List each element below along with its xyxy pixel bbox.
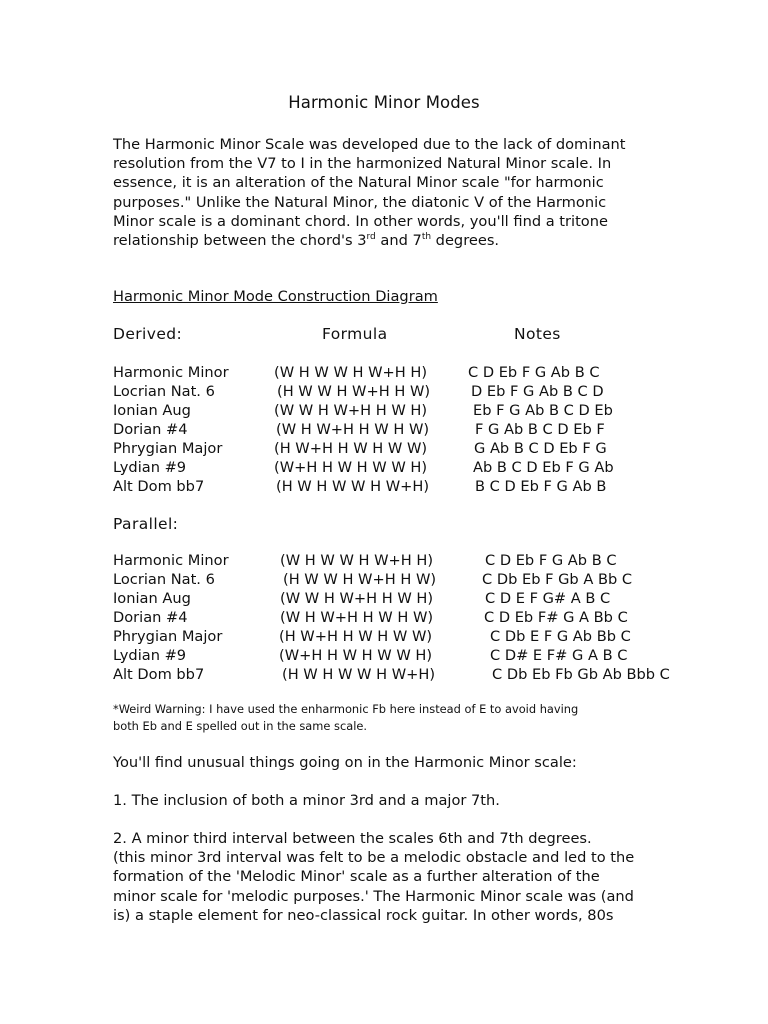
mode-formula: (H W W H W+H H W) (277, 383, 431, 400)
mode-notes: G Ab B C D Eb F G (474, 440, 607, 457)
mode-notes: C D# E F# G A B C (490, 647, 628, 664)
superscript-th: th (421, 232, 432, 243)
mode-notes: C Db E F G Ab Bb C (490, 628, 631, 645)
superscript-rd: rd (366, 232, 376, 243)
intro-line: purposes." Unlike the Natural Minor, the diatonic V of the Harmonic (113, 193, 607, 211)
mode-name: Harmonic Minor (113, 364, 229, 381)
intro-line: Minor scale is a dominant chord. In other words, you'll find a tritone (113, 212, 608, 230)
mode-notes: F G Ab B C D Eb F (475, 421, 605, 438)
mode-name: Alt Dom bb7 (113, 666, 205, 683)
intro-line: essence, it is an alteration of the Natural Minor scale "for harmonic (113, 174, 604, 192)
mode-notes: B C D Eb F G Ab B (475, 478, 607, 495)
parallel-heading: Parallel: (113, 515, 179, 533)
point-one: 1. The inclusion of both a minor 3rd and a major 7th. (113, 792, 500, 809)
point-two-paragraph (113, 829, 658, 925)
intro-line: resolution from the V7 to I in the harmonized Natural Minor scale. In (113, 155, 612, 173)
mode-name: Locrian Nat. 6 (113, 383, 215, 400)
unusual-paragraph: You'll find unusual things going on in the Harmonic Minor scale: (113, 754, 577, 771)
mode-formula: (H W W H W+H H W) (283, 571, 437, 588)
mode-name: Alt Dom bb7 (113, 478, 205, 495)
derived-modes-table (0, 364, 768, 497)
note-line: *Weird Warning: I have used the enharmonic Fb here instead of E to avoid having (113, 702, 579, 716)
mode-formula: (W+H H W H W W H) (279, 647, 433, 664)
mode-notes: C D Eb F# G A Bb C (484, 609, 628, 626)
intro-line: relationship between the chord's 3 (113, 232, 367, 250)
mode-formula: (H W+H H W H W W) (279, 628, 433, 645)
mode-formula: (W W H W+H H W H) (280, 590, 434, 607)
mode-row (0, 590, 768, 609)
mode-row (0, 647, 768, 666)
mode-name: Phrygian Major (113, 628, 223, 645)
mode-notes: C D E F G# A B C (485, 590, 611, 607)
parallel-modes-table (0, 552, 768, 685)
mode-row (0, 364, 768, 383)
mode-row (0, 402, 768, 421)
mode-name: Dorian #4 (113, 609, 188, 626)
intro-line: degrees. (431, 232, 500, 250)
diagram-heading: Harmonic Minor Mode Construction Diagram (113, 288, 438, 305)
mode-row (0, 421, 768, 440)
mode-row (0, 478, 768, 497)
derived-heading: Derived: (113, 325, 183, 343)
intro-line: The Harmonic Minor Scale was developed due to the lack of dominant (113, 136, 626, 153)
document-title: Harmonic Minor Modes (288, 93, 480, 112)
mode-notes: Ab B C D Eb F G Ab (473, 459, 614, 476)
mode-name: Locrian Nat. 6 (113, 571, 215, 588)
mode-notes: D Eb F G Ab B C D (471, 383, 604, 400)
mode-row (0, 571, 768, 590)
mode-row (0, 609, 768, 628)
mode-name: Ionian Aug (113, 590, 191, 607)
mode-row (0, 628, 768, 647)
point-two-line: formation of the 'Melodic Minor' scale as a further alteration of the (113, 868, 600, 886)
mode-notes: C D Eb F G Ab B C (468, 364, 600, 381)
mode-name: Lydian #9 (113, 459, 187, 476)
mode-formula: (W H W+H H W H W) (280, 609, 434, 626)
mode-notes: Eb F G Ab B C D Eb (473, 402, 613, 419)
mode-formula: (W H W W H W+H H) (274, 364, 428, 381)
mode-name: Harmonic Minor (113, 552, 229, 569)
mode-row (0, 383, 768, 402)
point-two-line: (this minor 3rd interval was felt to be a melodic obstacle and led to the (113, 849, 635, 867)
point-two-line: 2. A minor third interval between the scales 6th and 7th degrees. (113, 830, 592, 847)
point-two-line: minor scale for 'melodic purposes.' The Harmonic Minor scale was (and (113, 887, 634, 905)
mode-notes: C Db Eb F Gb A Bb C (482, 571, 633, 588)
mode-formula: (H W H W W H W+H) (276, 478, 430, 495)
mode-formula: (W H W W H W+H H) (280, 552, 434, 569)
mode-row (0, 459, 768, 478)
mode-name: Dorian #4 (113, 421, 188, 438)
mode-notes: C Db Eb Fb Gb Ab Bbb C (492, 666, 670, 683)
mode-name: Phrygian Major (113, 440, 223, 457)
mode-formula: (W H W+H H W H W) (276, 421, 430, 438)
mode-row (0, 552, 768, 571)
mode-formula: (H W H W W H W+H) (282, 666, 436, 683)
mode-row (0, 666, 768, 685)
column-headings (0, 325, 768, 347)
mode-name: Ionian Aug (113, 402, 191, 419)
formula-heading: Formula (322, 325, 388, 343)
mode-notes: C D Eb F G Ab B C (485, 552, 617, 569)
mode-formula: (H W+H H W H W W) (274, 440, 428, 457)
intro-line: and 7 (375, 232, 422, 250)
mode-row (0, 440, 768, 459)
notes-heading: Notes (514, 325, 561, 343)
note-line: both Eb and E spelled out in the same scale. (113, 719, 367, 733)
point-two-line: is) a staple element for neo-classical rock guitar. In other words, 80s (113, 906, 614, 924)
mode-formula: (W+H H W H W W H) (274, 459, 428, 476)
intro-paragraph (113, 135, 653, 250)
mode-name: Lydian #9 (113, 647, 187, 664)
mode-formula: (W W H W+H H W H) (274, 402, 428, 419)
weird-warning-note (113, 701, 653, 735)
